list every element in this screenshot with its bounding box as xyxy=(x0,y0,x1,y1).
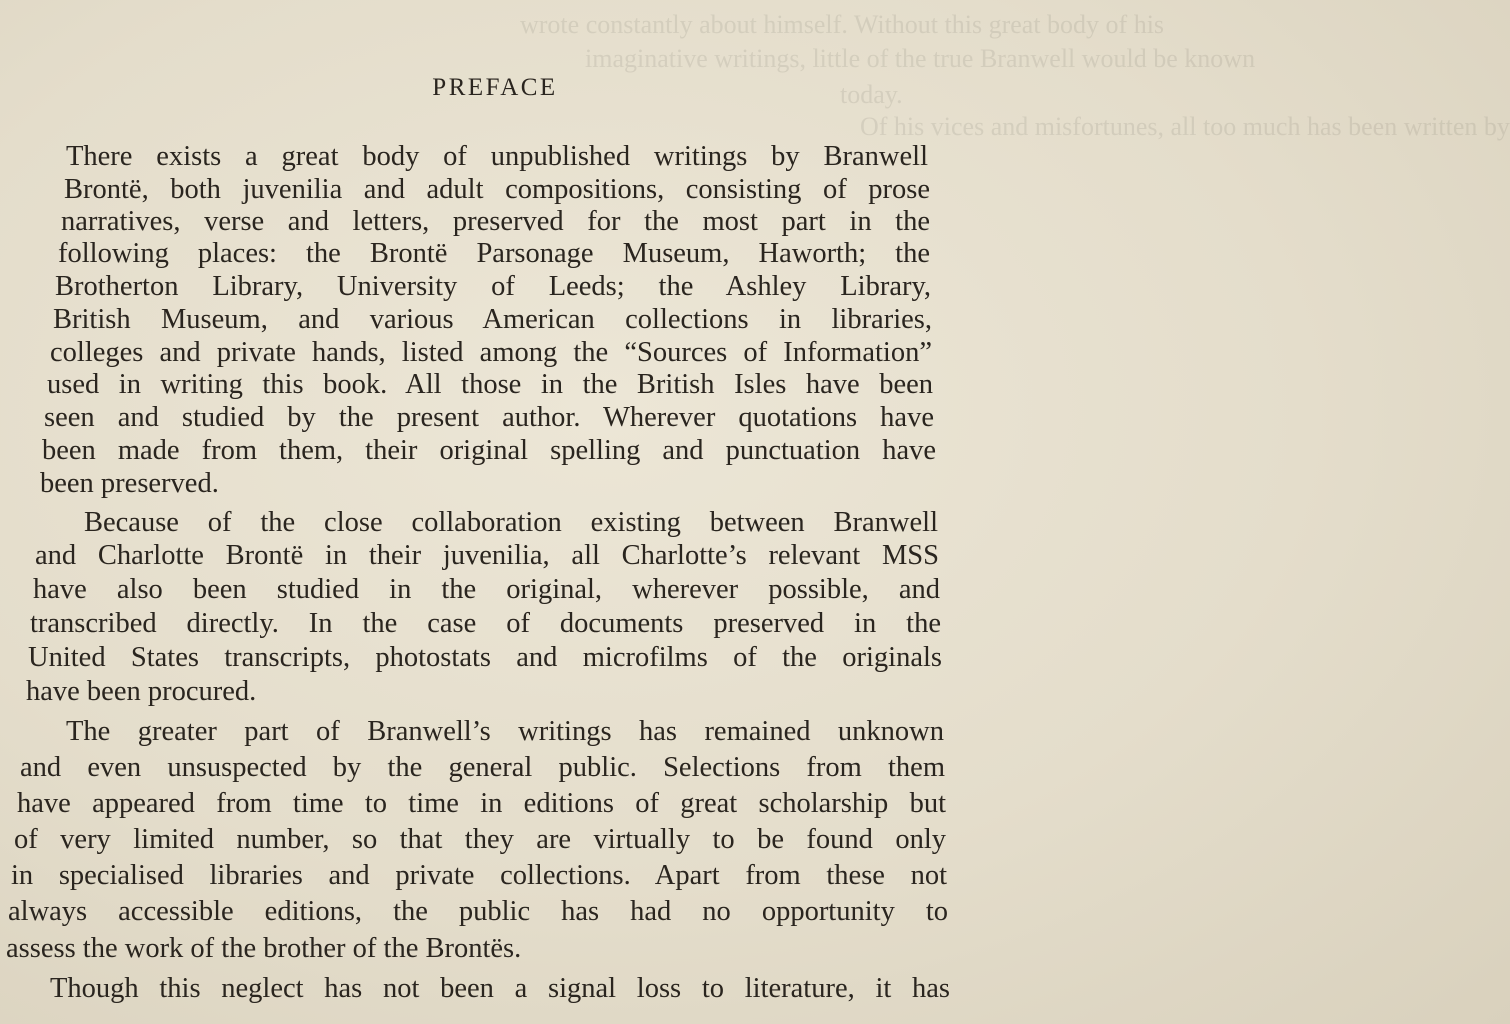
paragraph-3-line: of very limited number, so that they are virtually to be found only xyxy=(14,824,946,855)
paragraph-1-line: There exists a great body of unpublished writings by Branwell xyxy=(66,141,928,172)
paragraph-1-line: been made from them, their original spelling and punctuation have xyxy=(42,435,936,466)
paragraph-2-line: transcribed directly. In the case of documents preserved in the xyxy=(30,608,941,639)
paragraph-2-line: and Charlotte Brontë in their juvenilia, all Charlotte’s relevant MSS xyxy=(35,540,939,571)
paragraph-1-line: used in writing this book. All those in the British Isles have been xyxy=(47,369,933,400)
paragraph-3-line: assess the work of the brother of the Brontës. xyxy=(6,933,522,964)
paragraph-3-line: in specialised libraries and private collections. Apart from these not xyxy=(11,860,947,891)
paragraph-1-line: Brontë, both juvenilia and adult compositions, consisting of prose xyxy=(64,174,930,205)
paragraph-3-line: The greater part of Branwell’s writings has remained unknown xyxy=(66,716,944,747)
paragraph-1-line: narratives, verse and letters, preserved for the most part in the xyxy=(61,206,930,237)
paragraph-1-line: British Museum, and various American collections in libraries, xyxy=(53,304,932,335)
paragraph-1-line: seen and studied by the present author. Wherever quotations have xyxy=(44,402,934,433)
paragraph-3-line: have appeared from time to time in editions of great scholarship but xyxy=(17,788,946,819)
page-title: PREFACE xyxy=(432,74,558,101)
bleed-line: imaginative writings, little of the true Branwell would be known xyxy=(585,44,1256,73)
paragraph-4-line: Though this neglect has not been a signal loss to literature, it has xyxy=(50,973,950,1004)
paragraph-2-line: United States transcripts, photostats and microfilms of the originals xyxy=(28,642,942,673)
bleed-line: Of his vices and misfortunes, all too much has been written by xyxy=(860,112,1510,141)
paragraph-3-line: and even unsuspected by the general public. Selections from them xyxy=(20,752,945,783)
paragraph-1-line: colleges and private hands, listed among the “Sources of Information” xyxy=(50,337,932,368)
paragraph-1-line: following places: the Brontë Parsonage Museum, Haworth; the xyxy=(58,238,930,269)
paragraph-1-line: been preserved. xyxy=(40,468,219,499)
bleed-line: today. xyxy=(840,80,903,109)
paragraph-2-line: have been procured. xyxy=(26,676,257,707)
bleed-line: wrote constantly about himself. Without this great body of his xyxy=(520,10,1165,39)
paragraph-2-line: have also been studied in the original, wherever possible, and xyxy=(33,574,940,605)
paragraph-3-line: always accessible editions, the public has had no opportunity to xyxy=(8,896,948,927)
paragraph-2-line: Because of the close collaboration existing between Branwell xyxy=(84,507,938,538)
paragraph-1-line: Brotherton Library, University of Leeds; the Ashley Library, xyxy=(55,271,931,302)
